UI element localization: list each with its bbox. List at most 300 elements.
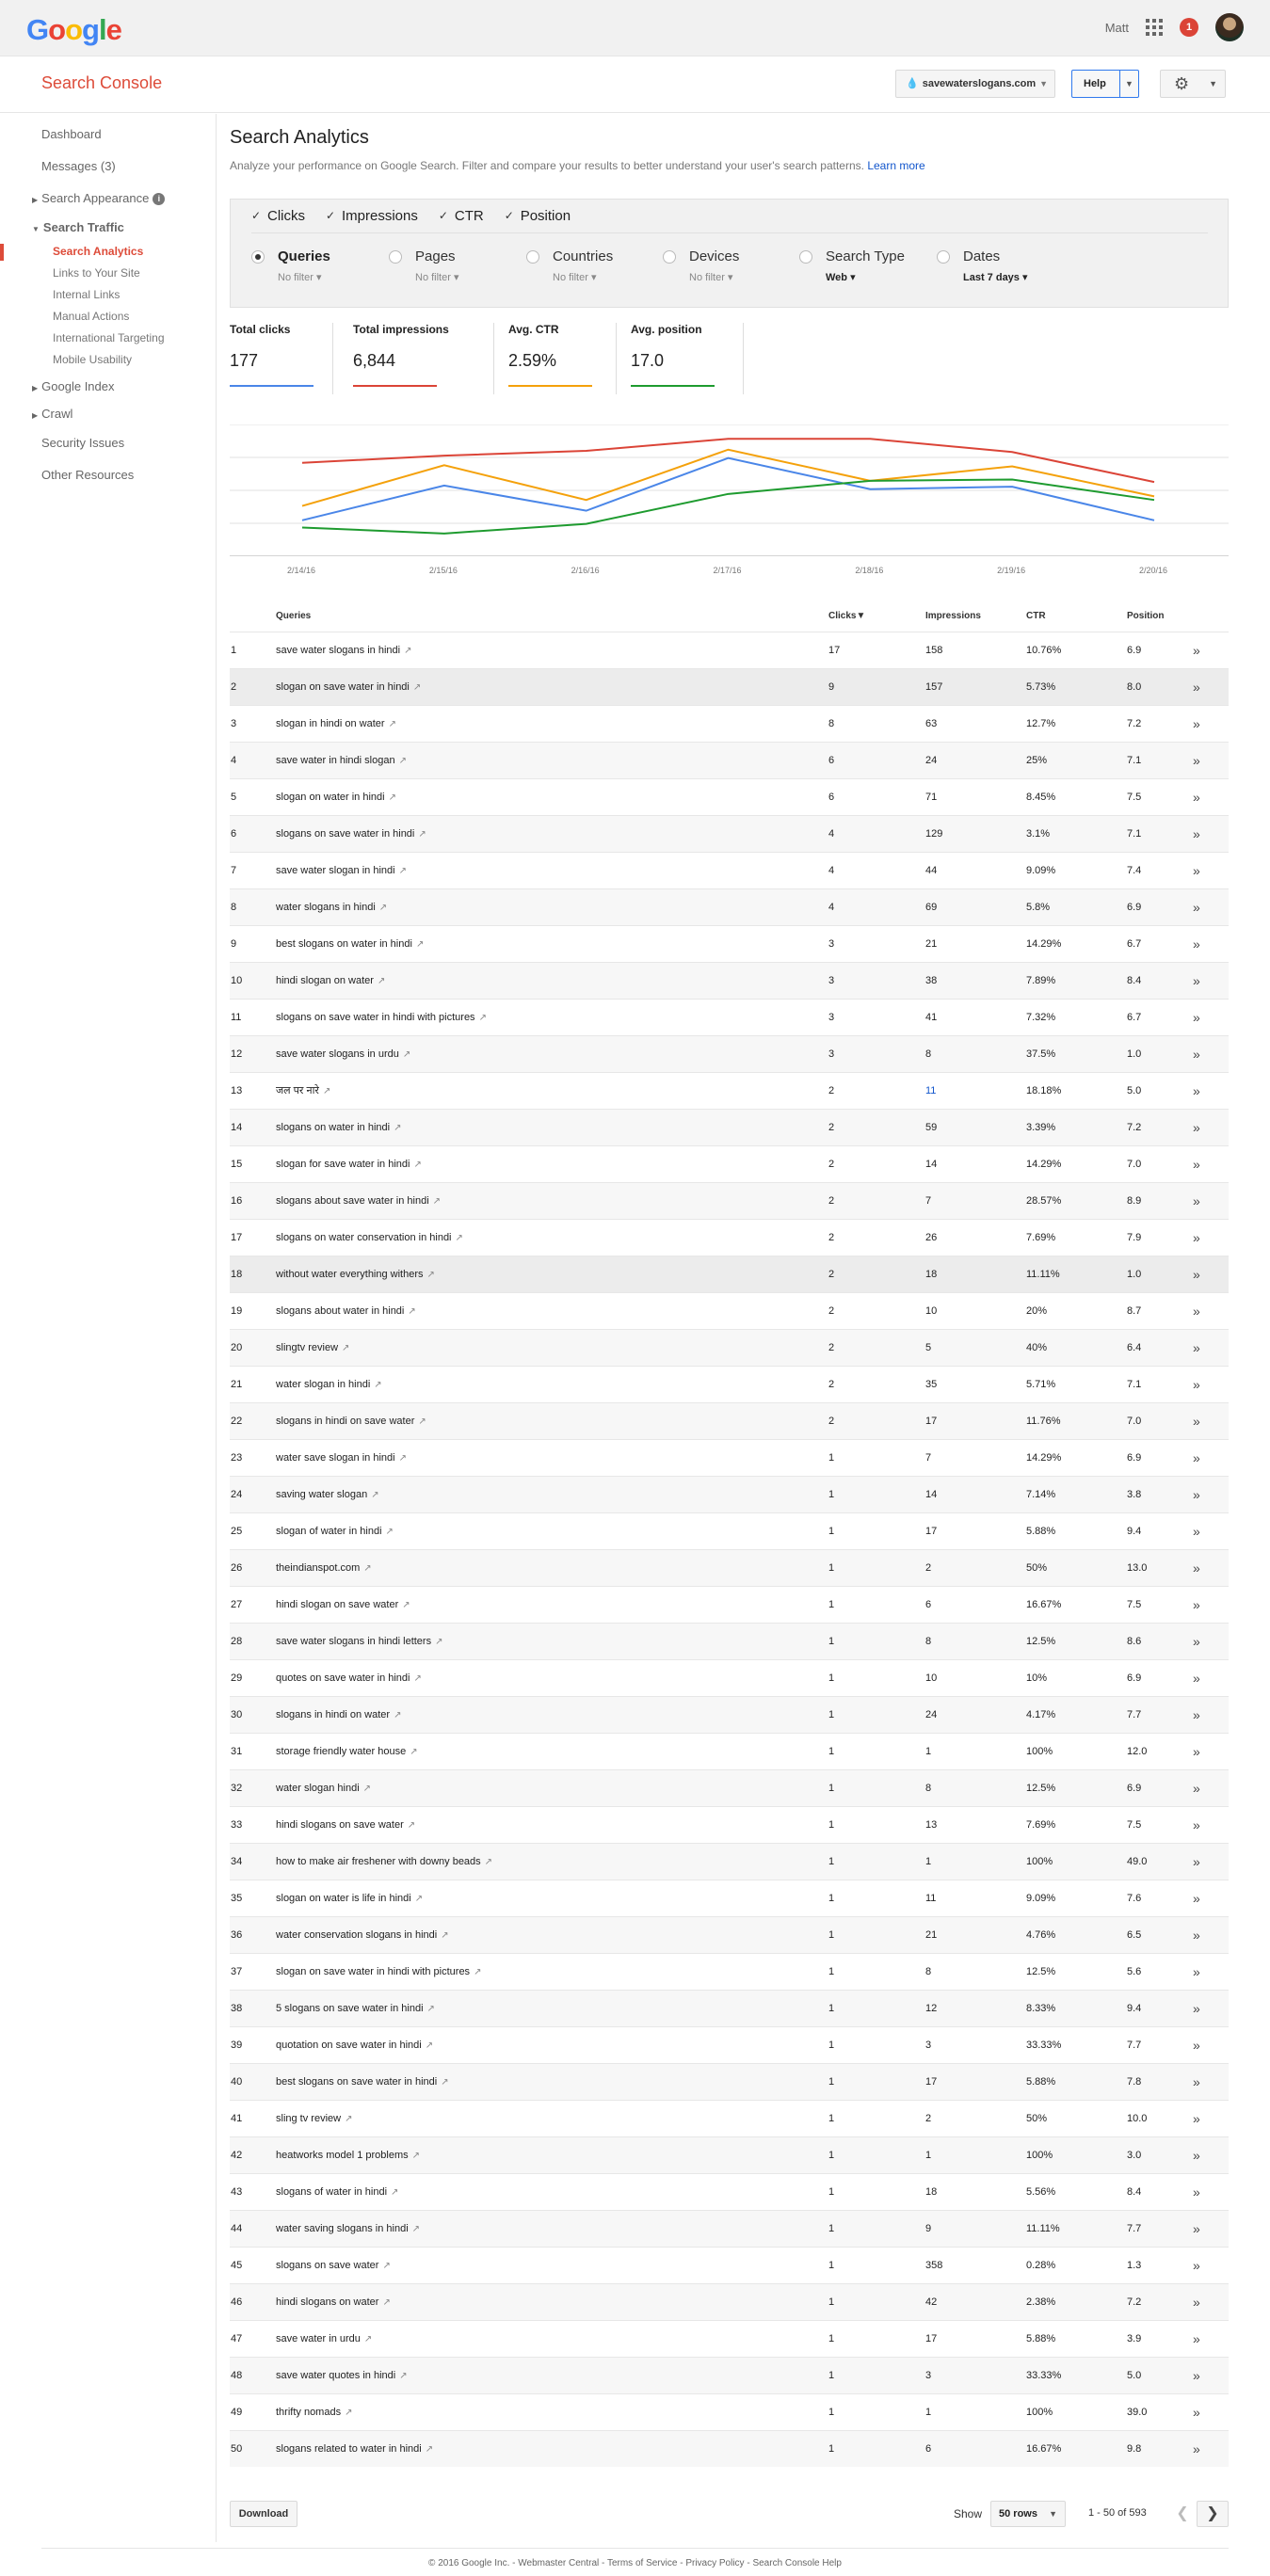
- query-text[interactable]: water slogan hindi: [276, 1782, 360, 1794]
- query-text[interactable]: slogan for save water in hindi: [276, 1158, 410, 1170]
- expand-row-icon[interactable]: »: [1193, 1733, 1229, 1769]
- query-cell[interactable]: [276, 1880, 828, 1916]
- query-text[interactable]: slogan on save water in hindi with pictures: [276, 1965, 471, 1977]
- query-cell[interactable]: [276, 1549, 828, 1586]
- query-cell[interactable]: [276, 742, 828, 778]
- footer-link-privacy[interactable]: Privacy Policy: [685, 2558, 745, 2568]
- external-link-icon[interactable]: ↗: [484, 1856, 493, 1867]
- external-link-icon[interactable]: ↗: [363, 1562, 372, 1574]
- expand-row-icon[interactable]: »: [1193, 1512, 1229, 1549]
- expand-row-icon[interactable]: »: [1193, 1623, 1229, 1659]
- table-row[interactable]: [230, 2430, 1229, 2467]
- table-row[interactable]: [230, 1733, 1229, 1769]
- sidebar-item-messages[interactable]: Messages (3): [41, 159, 116, 173]
- table-row[interactable]: [230, 1880, 1229, 1916]
- query-cell[interactable]: [276, 2320, 828, 2357]
- query-cell[interactable]: [276, 1806, 828, 1843]
- expand-row-icon[interactable]: »: [1193, 1439, 1229, 1476]
- external-link-icon[interactable]: ↗: [441, 2076, 449, 2088]
- external-link-icon[interactable]: ↗: [425, 2040, 434, 2051]
- query-cell[interactable]: [276, 2283, 828, 2320]
- table-row[interactable]: [230, 1623, 1229, 1659]
- external-link-icon[interactable]: ↗: [378, 902, 388, 913]
- expand-row-icon[interactable]: »: [1193, 2210, 1229, 2247]
- expand-row-icon[interactable]: »: [1193, 1953, 1229, 1990]
- external-link-icon[interactable]: ↗: [394, 1709, 402, 1720]
- query-cell[interactable]: [276, 1219, 828, 1256]
- query-text[interactable]: theindianspot.com: [276, 1561, 361, 1574]
- table-row[interactable]: [230, 1916, 1229, 1953]
- sidebar-item-manual-actions[interactable]: Manual Actions: [53, 310, 130, 323]
- expand-row-icon[interactable]: »: [1193, 2357, 1229, 2393]
- series-line-position[interactable]: [302, 480, 1154, 534]
- external-link-icon[interactable]: ↗: [399, 2370, 408, 2381]
- expand-row-icon[interactable]: »: [1193, 1916, 1229, 1953]
- expand-row-icon[interactable]: »: [1193, 1880, 1229, 1916]
- expand-row-icon[interactable]: »: [1193, 1072, 1229, 1109]
- table-row[interactable]: [230, 1439, 1229, 1476]
- query-header[interactable]: Queries: [276, 611, 312, 622]
- query-text[interactable]: hindi slogans on save water: [276, 1818, 404, 1831]
- table-row[interactable]: [230, 852, 1229, 888]
- table-row[interactable]: [230, 742, 1229, 778]
- external-link-icon[interactable]: ↗: [411, 2150, 421, 2161]
- query-cell[interactable]: [276, 815, 828, 852]
- external-link-icon[interactable]: ↗: [418, 828, 426, 840]
- position-header[interactable]: Position: [1127, 611, 1165, 622]
- query-cell[interactable]: [276, 1366, 828, 1402]
- query-cell[interactable]: [276, 962, 828, 999]
- expand-row-icon[interactable]: »: [1193, 778, 1229, 815]
- external-link-icon[interactable]: ↗: [426, 2003, 435, 2014]
- sidebar-item-crawl[interactable]: [32, 407, 72, 421]
- query-cell[interactable]: [276, 925, 828, 962]
- query-text[interactable]: slogan on water in hindi: [276, 791, 385, 803]
- pages-radio[interactable]: [389, 250, 402, 264]
- table-row[interactable]: [230, 2100, 1229, 2136]
- query-text[interactable]: slogan in hindi on water: [276, 717, 385, 729]
- external-link-icon[interactable]: ↗: [415, 938, 425, 950]
- position-checkbox[interactable]: [505, 208, 571, 224]
- query-cell[interactable]: [276, 1439, 828, 1476]
- table-row[interactable]: [230, 1366, 1229, 1402]
- expand-row-icon[interactable]: »: [1193, 1990, 1229, 2026]
- download-button[interactable]: Download: [230, 2501, 297, 2527]
- table-row[interactable]: [230, 1329, 1229, 1366]
- query-text[interactable]: sling tv review: [276, 2112, 342, 2124]
- info-icon[interactable]: i: [153, 193, 165, 205]
- external-link-icon[interactable]: ↗: [478, 1012, 487, 1023]
- sidebar-item-links[interactable]: Links to Your Site: [53, 266, 140, 280]
- table-row[interactable]: [230, 1145, 1229, 1182]
- expand-row-icon[interactable]: »: [1193, 632, 1229, 668]
- external-link-icon[interactable]: ↗: [413, 1672, 422, 1684]
- table-row[interactable]: [230, 2210, 1229, 2247]
- table-row[interactable]: [230, 2247, 1229, 2283]
- query-text[interactable]: जल पर नारे: [276, 1085, 319, 1096]
- queries-radio[interactable]: [251, 250, 265, 264]
- expand-row-icon[interactable]: »: [1193, 2320, 1229, 2357]
- query-cell[interactable]: [276, 2173, 828, 2210]
- rows-per-page-select[interactable]: [990, 2501, 1066, 2527]
- query-cell[interactable]: [276, 632, 828, 668]
- expand-row-icon[interactable]: »: [1193, 742, 1229, 778]
- sidebar-item-search-appearance[interactable]: [32, 191, 165, 205]
- query-cell[interactable]: [276, 2136, 828, 2173]
- expand-row-icon[interactable]: »: [1193, 1402, 1229, 1439]
- table-row[interactable]: [230, 1806, 1229, 1843]
- table-row[interactable]: [230, 1990, 1229, 2026]
- external-link-icon[interactable]: ↗: [394, 1122, 402, 1133]
- expand-row-icon[interactable]: »: [1193, 1476, 1229, 1512]
- expand-row-icon[interactable]: »: [1193, 2430, 1229, 2467]
- query-cell[interactable]: [276, 1696, 828, 1733]
- apps-grid-icon[interactable]: [1146, 19, 1163, 36]
- external-link-icon[interactable]: ↗: [322, 1086, 331, 1096]
- expand-row-icon[interactable]: »: [1193, 668, 1229, 705]
- table-row[interactable]: [230, 778, 1229, 815]
- external-link-icon[interactable]: ↗: [402, 1048, 411, 1060]
- external-link-icon[interactable]: ↗: [345, 2407, 353, 2418]
- expand-row-icon[interactable]: »: [1193, 1292, 1229, 1329]
- query-text[interactable]: water save slogan in hindi: [276, 1451, 395, 1464]
- query-text[interactable]: slogans of water in hindi: [276, 2185, 388, 2198]
- query-text[interactable]: slogans on save water in hindi with pictures: [276, 1011, 475, 1023]
- query-cell[interactable]: [276, 2063, 828, 2100]
- query-text[interactable]: slogans related to water in hindi: [276, 2442, 422, 2455]
- expand-row-icon[interactable]: »: [1193, 1145, 1229, 1182]
- user-name[interactable]: Matt: [1104, 20, 1129, 35]
- table-row[interactable]: [230, 1035, 1229, 1072]
- query-text[interactable]: water saving slogans in hindi: [276, 2222, 409, 2234]
- query-text[interactable]: 5 slogans on save water in hindi: [276, 2002, 424, 2014]
- impressions-checkbox[interactable]: [326, 208, 418, 224]
- expand-row-icon[interactable]: »: [1193, 705, 1229, 742]
- countries-filter-dropdown[interactable]: No filter ▾: [553, 272, 597, 283]
- expand-row-icon[interactable]: »: [1193, 1366, 1229, 1402]
- query-cell[interactable]: [276, 888, 828, 925]
- query-cell[interactable]: [276, 1109, 828, 1145]
- expand-row-icon[interactable]: »: [1193, 1329, 1229, 1366]
- query-cell[interactable]: [276, 1182, 828, 1219]
- external-link-icon[interactable]: ↗: [432, 1195, 442, 1207]
- external-link-icon[interactable]: ↗: [345, 2113, 353, 2124]
- query-text[interactable]: water slogans in hindi: [276, 901, 376, 913]
- external-link-icon[interactable]: ↗: [398, 755, 407, 766]
- external-link-icon[interactable]: ↗: [474, 1966, 482, 1977]
- external-link-icon[interactable]: ↗: [408, 1305, 416, 1317]
- external-link-icon[interactable]: ↗: [410, 1746, 418, 1757]
- external-link-icon[interactable]: ↗: [414, 1893, 424, 1904]
- external-link-icon[interactable]: ↗: [402, 1599, 410, 1610]
- expand-row-icon[interactable]: »: [1193, 1806, 1229, 1843]
- query-cell[interactable]: [276, 2026, 828, 2063]
- table-row[interactable]: [230, 1256, 1229, 1292]
- table-row[interactable]: [230, 2357, 1229, 2393]
- sidebar-item-dashboard[interactable]: Dashboard: [41, 127, 102, 141]
- query-text[interactable]: hindi slogans on water: [276, 2296, 379, 2308]
- table-row[interactable]: [230, 1219, 1229, 1256]
- query-cell[interactable]: [276, 705, 828, 742]
- query-text[interactable]: save water slogans in urdu: [276, 1048, 399, 1060]
- query-cell[interactable]: [276, 668, 828, 705]
- expand-row-icon[interactable]: »: [1193, 1843, 1229, 1880]
- query-text[interactable]: hindi slogan on water: [276, 974, 374, 986]
- table-row[interactable]: [230, 2320, 1229, 2357]
- query-cell[interactable]: [276, 2357, 828, 2393]
- dates-radio[interactable]: [937, 250, 950, 264]
- query-text[interactable]: slogan on save water in hindi: [276, 680, 410, 693]
- query-cell[interactable]: [276, 1953, 828, 1990]
- external-link-icon[interactable]: ↗: [362, 1783, 372, 1794]
- query-text[interactable]: storage friendly water house: [276, 1745, 407, 1757]
- query-cell[interactable]: [276, 1769, 828, 1806]
- expand-row-icon[interactable]: »: [1193, 1182, 1229, 1219]
- series-line-impressions[interactable]: [302, 439, 1154, 482]
- devices-filter-dropdown[interactable]: No filter ▾: [689, 272, 733, 283]
- query-cell[interactable]: [276, 2393, 828, 2430]
- query-cell[interactable]: [276, 2210, 828, 2247]
- external-link-icon[interactable]: ↗: [385, 1526, 394, 1537]
- google-logo[interactable]: [26, 13, 121, 47]
- avatar[interactable]: [1215, 13, 1244, 41]
- queries-filter-dropdown[interactable]: No filter ▾: [278, 272, 322, 283]
- table-row[interactable]: [230, 1182, 1229, 1219]
- query-cell[interactable]: [276, 1145, 828, 1182]
- query-text[interactable]: without water everything withers: [276, 1268, 424, 1280]
- query-cell[interactable]: [276, 1990, 828, 2026]
- expand-row-icon[interactable]: »: [1193, 1769, 1229, 1806]
- query-cell[interactable]: [276, 1512, 828, 1549]
- expand-row-icon[interactable]: »: [1193, 925, 1229, 962]
- expand-row-icon[interactable]: »: [1193, 1586, 1229, 1623]
- settings-button[interactable]: [1160, 70, 1226, 98]
- query-text[interactable]: thrifty nomads: [276, 2406, 342, 2418]
- expand-row-icon[interactable]: »: [1193, 1256, 1229, 1292]
- expand-row-icon[interactable]: »: [1193, 1659, 1229, 1696]
- expand-row-icon[interactable]: »: [1193, 1549, 1229, 1586]
- sidebar-item-other-resources[interactable]: Other Resources: [41, 468, 135, 482]
- query-text[interactable]: slingtv review: [276, 1341, 339, 1353]
- query-text[interactable]: best slogans on water in hindi: [276, 937, 412, 950]
- sidebar-item-security[interactable]: Security Issues: [41, 436, 125, 450]
- query-text[interactable]: save water quotes in hindi: [276, 2369, 396, 2381]
- table-row[interactable]: [230, 1696, 1229, 1733]
- external-link-icon[interactable]: ↗: [435, 1636, 443, 1647]
- expand-row-icon[interactable]: »: [1193, 2247, 1229, 2283]
- query-cell[interactable]: [276, 2430, 828, 2467]
- query-text[interactable]: slogans on water conservation in hindi: [276, 1231, 452, 1243]
- table-row[interactable]: [230, 1512, 1229, 1549]
- query-cell[interactable]: [276, 1072, 828, 1109]
- expand-row-icon[interactable]: »: [1193, 2100, 1229, 2136]
- query-text[interactable]: slogan on water is life in hindi: [276, 1892, 411, 1904]
- external-link-icon[interactable]: ↗: [388, 792, 396, 803]
- table-row[interactable]: [230, 2393, 1229, 2430]
- table-row[interactable]: [230, 2173, 1229, 2210]
- query-text[interactable]: quotes on save water in hindi: [276, 1672, 410, 1684]
- query-text[interactable]: hindi slogan on save water: [276, 1598, 399, 1610]
- table-row[interactable]: [230, 1072, 1229, 1109]
- table-row[interactable]: [230, 1953, 1229, 1990]
- table-row[interactable]: [230, 1109, 1229, 1145]
- previous-page-button[interactable]: ❮: [1176, 2505, 1189, 2521]
- table-row[interactable]: [230, 1769, 1229, 1806]
- external-link-icon[interactable]: ↗: [371, 1489, 379, 1500]
- query-text[interactable]: slogans about water in hindi: [276, 1304, 405, 1317]
- impressions-header[interactable]: Impressions: [925, 611, 981, 622]
- sidebar-item-internal-links[interactable]: Internal Links: [53, 288, 121, 301]
- table-row[interactable]: [230, 668, 1229, 705]
- expand-row-icon[interactable]: »: [1193, 2393, 1229, 2430]
- expand-row-icon[interactable]: »: [1193, 962, 1229, 999]
- table-row[interactable]: [230, 999, 1229, 1035]
- query-cell[interactable]: [276, 2247, 828, 2283]
- expand-row-icon[interactable]: »: [1193, 2283, 1229, 2320]
- external-link-icon[interactable]: ↗: [382, 2296, 391, 2308]
- ctr-checkbox[interactable]: [439, 208, 484, 224]
- pages-filter-dropdown[interactable]: No filter ▾: [415, 272, 459, 283]
- sidebar-item-search-analytics[interactable]: Search Analytics: [53, 245, 144, 258]
- query-cell[interactable]: [276, 999, 828, 1035]
- external-link-icon[interactable]: ↗: [374, 1379, 382, 1390]
- ctr-header[interactable]: CTR: [1026, 611, 1046, 622]
- table-row[interactable]: [230, 1586, 1229, 1623]
- expand-row-icon[interactable]: »: [1193, 852, 1229, 888]
- query-cell[interactable]: [276, 1843, 828, 1880]
- expand-row-icon[interactable]: »: [1193, 2173, 1229, 2210]
- query-text[interactable]: water slogan in hindi: [276, 1378, 371, 1390]
- table-row[interactable]: [230, 2283, 1229, 2320]
- query-cell[interactable]: [276, 1402, 828, 1439]
- external-link-icon[interactable]: ↗: [411, 2223, 421, 2234]
- sidebar-item-search-traffic[interactable]: [32, 220, 124, 234]
- external-link-icon[interactable]: ↗: [404, 645, 412, 656]
- query-text[interactable]: slogans on save water in hindi: [276, 827, 415, 840]
- devices-radio[interactable]: [663, 250, 676, 264]
- query-cell[interactable]: [276, 778, 828, 815]
- table-row[interactable]: [230, 705, 1229, 742]
- footer-link-help[interactable]: Search Console Help: [752, 2558, 842, 2568]
- expand-row-icon[interactable]: »: [1193, 2063, 1229, 2100]
- expand-row-icon[interactable]: »: [1193, 1696, 1229, 1733]
- expand-row-icon[interactable]: »: [1193, 1109, 1229, 1145]
- table-row[interactable]: [230, 815, 1229, 852]
- query-cell[interactable]: [276, 1035, 828, 1072]
- search-type-dropdown[interactable]: Web ▾: [826, 272, 856, 283]
- external-link-icon[interactable]: ↗: [418, 1416, 426, 1427]
- table-row[interactable]: [230, 1402, 1229, 1439]
- table-row[interactable]: [230, 1292, 1229, 1329]
- dates-dropdown[interactable]: Last 7 days ▾: [963, 272, 1028, 283]
- query-text[interactable]: water conservation slogans in hindi: [276, 1928, 438, 1941]
- footer-link-terms[interactable]: Terms of Service: [606, 2558, 678, 2568]
- search-type-radio[interactable]: [799, 250, 812, 264]
- expand-row-icon[interactable]: »: [1193, 1219, 1229, 1256]
- external-link-icon[interactable]: ↗: [426, 1269, 435, 1280]
- query-text[interactable]: slogan of water in hindi: [276, 1525, 382, 1537]
- table-row[interactable]: [230, 888, 1229, 925]
- query-cell[interactable]: [276, 1256, 828, 1292]
- sidebar-item-google-index[interactable]: [32, 379, 115, 393]
- clicks-checkbox[interactable]: [251, 208, 305, 224]
- external-link-icon[interactable]: ↗: [413, 1159, 422, 1170]
- clicks-header[interactable]: Clicks▼: [828, 611, 866, 622]
- query-text[interactable]: save water slogans in hindi: [276, 644, 401, 656]
- query-cell[interactable]: [276, 1476, 828, 1512]
- query-cell[interactable]: [276, 1659, 828, 1696]
- query-cell[interactable]: [276, 1916, 828, 1953]
- external-link-icon[interactable]: ↗: [391, 2186, 399, 2198]
- query-text[interactable]: slogans on save water: [276, 2259, 379, 2271]
- expand-row-icon[interactable]: »: [1193, 1035, 1229, 1072]
- external-link-icon[interactable]: ↗: [388, 718, 396, 729]
- query-cell[interactable]: [276, 852, 828, 888]
- query-cell[interactable]: [276, 2100, 828, 2136]
- query-text[interactable]: how to make air freshener with downy beads: [276, 1855, 481, 1867]
- query-cell[interactable]: [276, 1292, 828, 1329]
- footer-link-webmaster-central[interactable]: Webmaster Central: [518, 2558, 600, 2568]
- query-text[interactable]: slogans in hindi on save water: [276, 1415, 415, 1427]
- query-text[interactable]: slogans about save water in hindi: [276, 1194, 429, 1207]
- query-cell[interactable]: [276, 1329, 828, 1366]
- query-text[interactable]: saving water slogan: [276, 1488, 368, 1500]
- help-dropdown-icon[interactable]: ▼: [1119, 71, 1138, 97]
- external-link-icon[interactable]: ↗: [412, 681, 422, 693]
- help-button[interactable]: [1071, 70, 1139, 98]
- external-link-icon[interactable]: ↗: [398, 865, 407, 876]
- query-text[interactable]: slogans on water in hindi: [276, 1121, 391, 1133]
- query-text[interactable]: quotation on save water in hindi: [276, 2039, 422, 2051]
- query-cell[interactable]: [276, 1623, 828, 1659]
- external-link-icon[interactable]: ↗: [377, 975, 386, 986]
- query-text[interactable]: save water in urdu: [276, 2332, 361, 2344]
- series-line-clicks[interactable]: [302, 458, 1154, 520]
- table-row[interactable]: [230, 2026, 1229, 2063]
- next-page-button[interactable]: ❯: [1197, 2501, 1229, 2527]
- table-row[interactable]: [230, 1843, 1229, 1880]
- external-link-icon[interactable]: ↗: [363, 2333, 373, 2344]
- table-row[interactable]: [230, 1659, 1229, 1696]
- query-text[interactable]: heatworks model 1 problems: [276, 2149, 409, 2161]
- external-link-icon[interactable]: ↗: [425, 2443, 434, 2455]
- sidebar-item-mobile-usability[interactable]: Mobile Usability: [53, 353, 133, 366]
- table-row[interactable]: [230, 925, 1229, 962]
- expand-row-icon[interactable]: »: [1193, 999, 1229, 1035]
- external-link-icon[interactable]: ↗: [382, 2260, 391, 2271]
- external-link-icon[interactable]: ↗: [342, 1342, 350, 1353]
- query-text[interactable]: save water in hindi slogan: [276, 754, 395, 766]
- external-link-icon[interactable]: ↗: [441, 1929, 449, 1941]
- table-row[interactable]: [230, 2063, 1229, 2100]
- external-link-icon[interactable]: ↗: [407, 1819, 416, 1831]
- external-link-icon[interactable]: ↗: [455, 1232, 463, 1243]
- expand-row-icon[interactable]: »: [1193, 815, 1229, 852]
- query-text[interactable]: save water slogan in hindi: [276, 864, 395, 876]
- table-row[interactable]: [230, 962, 1229, 999]
- query-text[interactable]: best slogans on save water in hindi: [276, 2075, 438, 2088]
- query-cell[interactable]: [276, 1586, 828, 1623]
- learn-more-link[interactable]: Learn more: [867, 159, 925, 172]
- expand-row-icon[interactable]: »: [1193, 888, 1229, 925]
- table-row[interactable]: [230, 2136, 1229, 2173]
- property-selector[interactable]: [895, 70, 1055, 98]
- notifications-badge[interactable]: 1: [1180, 18, 1198, 37]
- sidebar-item-intl-targeting[interactable]: International Targeting: [53, 331, 165, 344]
- table-row[interactable]: [230, 1476, 1229, 1512]
- table-row[interactable]: [230, 1549, 1229, 1586]
- countries-radio[interactable]: [526, 250, 539, 264]
